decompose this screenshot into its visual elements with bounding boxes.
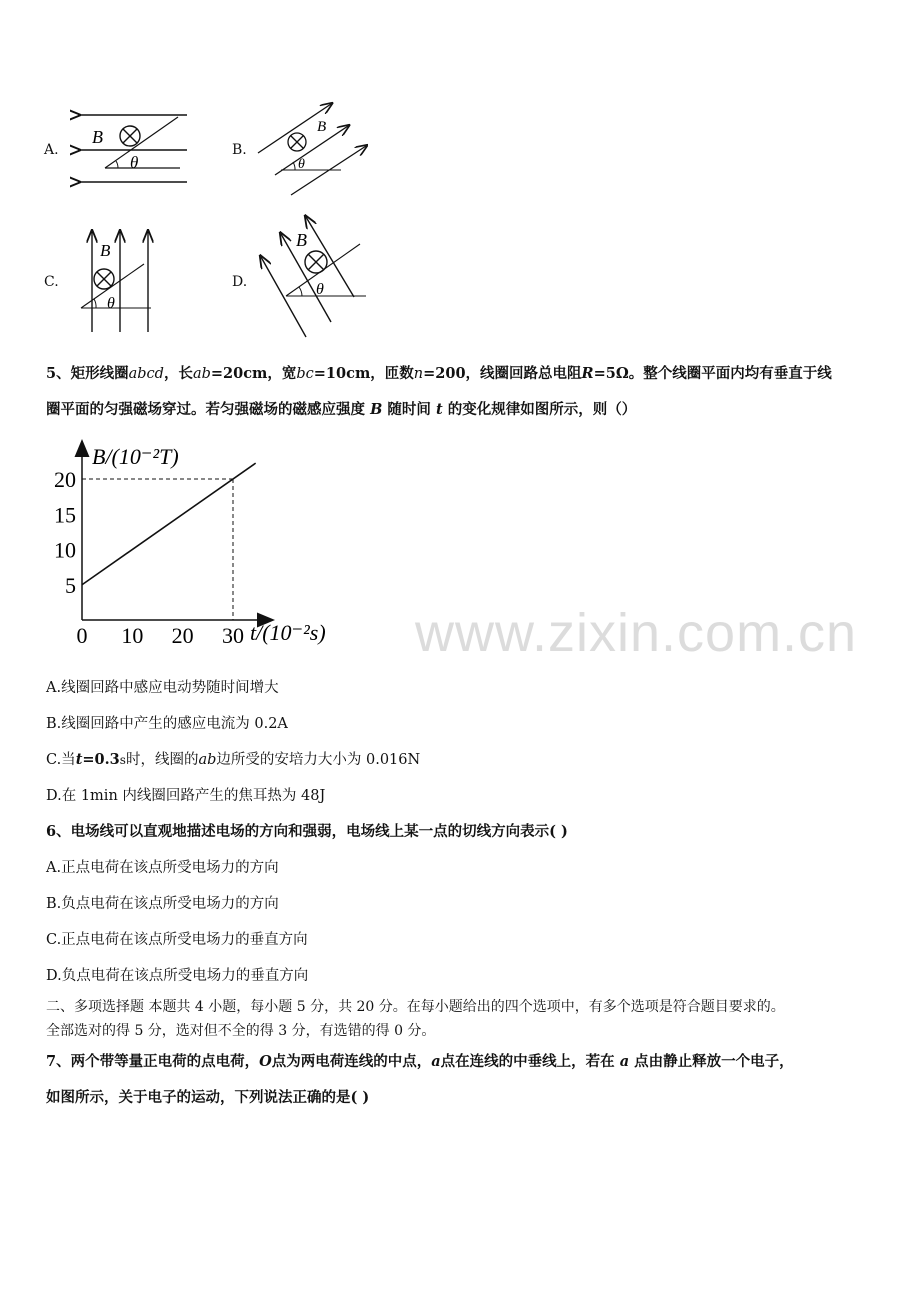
- q5-option-b: B.线圈回路中产生的感应电流为 0.2A: [46, 716, 288, 732]
- x-axis-label: t/(10⁻²s): [250, 620, 326, 645]
- theta-label: θ: [316, 281, 324, 298]
- q6-option-d: D.负点电荷在该点所受电场力的垂直方向: [46, 968, 309, 984]
- q5-stem-line1: 5、矩形线圈abcd，长ab=20cm，宽bc=10cm，匝数n=200，线圈回路总电阻R=5Ω。整个线圈平面内均有垂直于线: [46, 365, 832, 382]
- q6-option-a: A.正点电荷在该点所受电场力的方向: [46, 860, 279, 876]
- section2-line2: 全部选对的得 5 分，选对但不全的得 3 分，有选错的得 0 分。: [46, 1023, 436, 1039]
- q6-option-b: B.负点电荷在该点所受电场力的方向: [46, 896, 279, 912]
- q7-stem-line2: 如图所示，关于电子的运动，下列说法正确的是( ): [46, 1089, 370, 1106]
- section2-line1: 二、多项选择题 本题共 4 小题，每小题 5 分，共 20 分。在每小题给出的四个选项中，有多个选项是符合题目要求的。: [46, 999, 785, 1015]
- q5-option-a: A.线圈回路中感应电动势随时间增大: [46, 680, 279, 696]
- x-tick-label: 30: [222, 623, 244, 648]
- theta-label: θ: [107, 295, 115, 312]
- q5-option-c: C.当t=0.3s时，线圈的ab边所受的安培力大小为 0.016N: [46, 751, 421, 768]
- theta-label: θ: [298, 157, 305, 172]
- option-d-label: D.: [232, 274, 248, 290]
- x-tick-label: 20: [171, 623, 194, 648]
- x-tick-label: 0: [76, 623, 88, 648]
- watermark: www.zixin.com.cn: [415, 603, 858, 663]
- q6-stem: 6、电场线可以直观地描述电场的方向和强弱，电场线上某一点的切线方向表示( ): [46, 823, 568, 840]
- theta-label: θ: [130, 153, 139, 172]
- q5-option-d: D.在 1min 内线圈回路产生的焦耳热为 48J: [46, 788, 326, 804]
- b-t-chart: [40, 432, 350, 657]
- y-tick-label: 20: [54, 467, 76, 492]
- b-field-label: B: [296, 230, 307, 250]
- b-field-label: B: [92, 127, 103, 147]
- option-d-figure: [256, 212, 371, 342]
- option-c-figure: [76, 222, 166, 334]
- y-tick-label: 5: [65, 572, 76, 598]
- x-tick-label: 10: [121, 623, 144, 648]
- q6-option-c: C.正点电荷在该点所受电场力的垂直方向: [46, 932, 308, 948]
- b-field-label: B: [100, 241, 111, 260]
- option-a-figure: [70, 105, 195, 195]
- q5-stem-line2: 圈平面的匀强磁场穿过。若匀强磁场的磁感应强度 B 随时间 t 的变化规律如图所示，则（）: [46, 401, 637, 418]
- q7-stem-line1: 7、两个带等量正电荷的点电荷，O点为两电荷连线的中点，a点在连线的中垂线上，若在 a 点由静止释放一个电子，: [46, 1053, 794, 1070]
- b-field-label: B: [317, 119, 327, 135]
- y-axis-label: B/(10⁻²T): [92, 444, 179, 469]
- y-tick-label: 10: [54, 537, 76, 563]
- option-b-label: B.: [232, 142, 247, 158]
- option-a-label: A.: [44, 142, 59, 158]
- series-line: [82, 463, 256, 585]
- option-c-label: C.: [44, 274, 59, 290]
- y-tick-label: 15: [54, 502, 76, 528]
- option-b-figure: [253, 98, 368, 198]
